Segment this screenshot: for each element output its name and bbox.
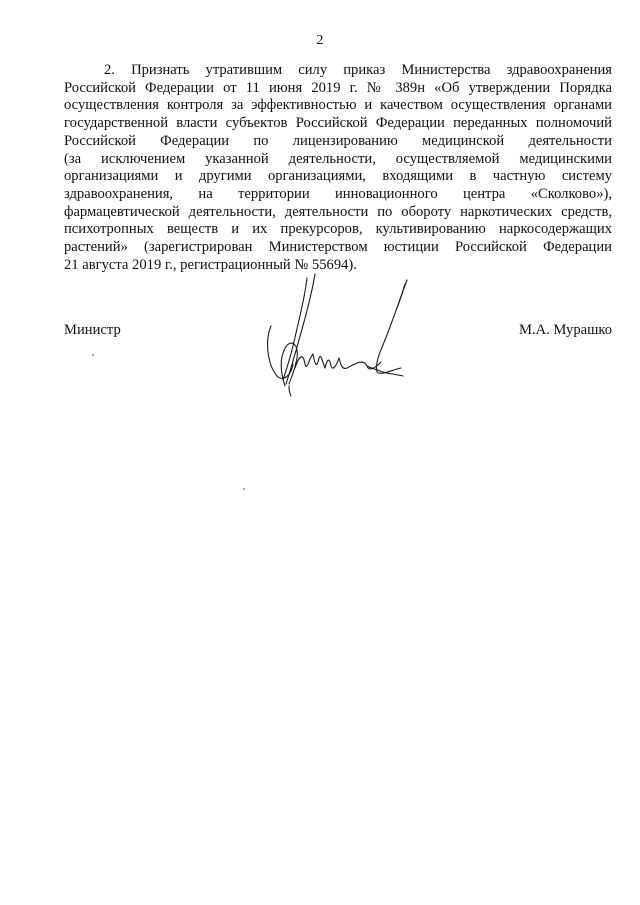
paragraph-line: осуществления контроля за эффективностью и качеством осуществления органами xyxy=(64,97,612,114)
handwritten-signature xyxy=(255,268,415,398)
paragraph-line: 21 августа 2019 г., регистрационный № 55694). xyxy=(64,256,357,273)
paragraph-line: организациями и другими организациями, входящими в частную систему xyxy=(64,168,612,185)
scan-speck xyxy=(243,488,245,490)
paragraph-line: (за исключением указанной деятельности, осуществляемой медицинскими xyxy=(64,150,612,167)
paragraph-line: 2. Признать утратившим силу приказ Министерства здравоохранения xyxy=(104,62,612,78)
scan-speck xyxy=(92,354,94,356)
body-paragraph xyxy=(64,62,612,274)
paragraph-line: Российской Федерации от 11 июня 2019 г. № 389н «Об утверждении Порядка xyxy=(64,79,612,96)
signatory-name: М.А. Мурашко xyxy=(518,322,612,338)
paragraph-line: государственной власти субъектов Российской Федерации переданных полномочий xyxy=(64,115,612,132)
paragraph-line: Российской Федерации по лицензированию медицинской деятельности xyxy=(64,132,612,149)
page-number: 2 xyxy=(316,33,324,48)
paragraph-line: психотропных веществ и их прекурсоров, культивированию наркосодержащих xyxy=(64,221,612,238)
paragraph-line: растений» (зарегистрирован Министерством юстиции Российской Федерации xyxy=(64,239,612,256)
paragraph-line: здравоохранения, на территории инновационного центра «Сколково»), xyxy=(64,185,612,202)
signatory-title: Министр xyxy=(64,322,121,338)
paragraph-line: фармацевтической деятельности, деятельности по обороту наркотических средств, xyxy=(64,203,612,220)
